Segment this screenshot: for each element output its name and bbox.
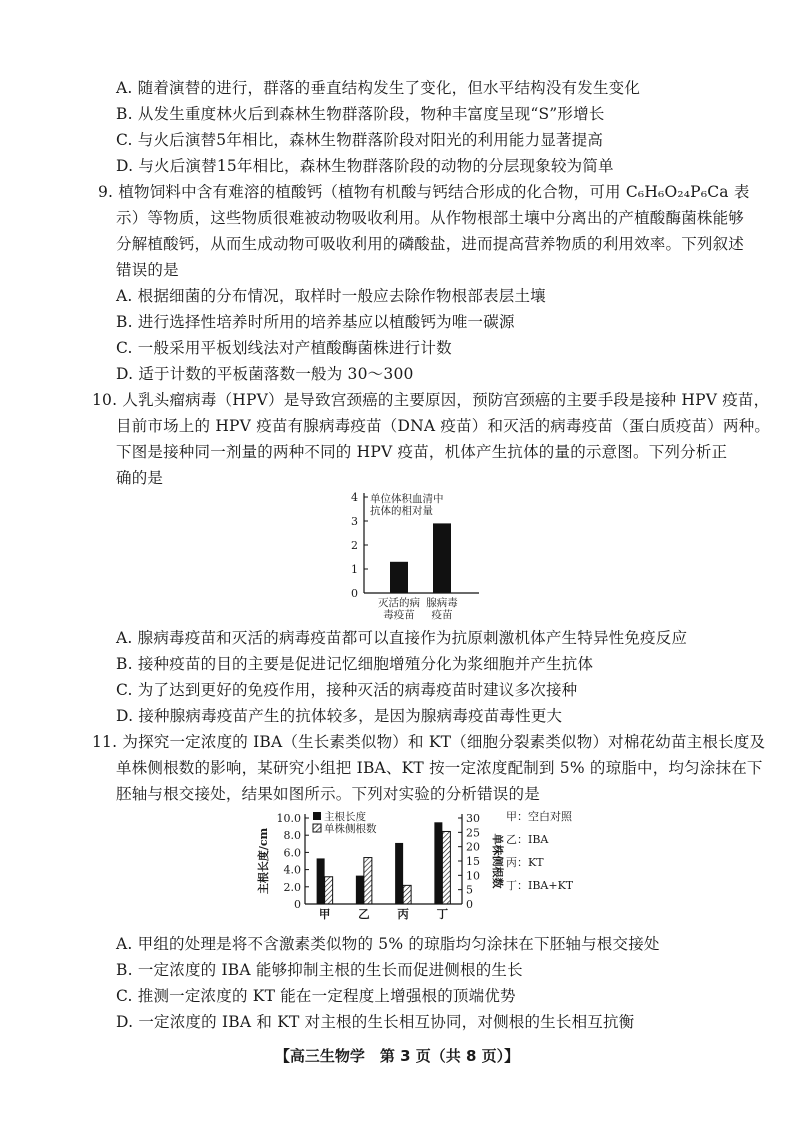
q9-option-d: D. 适于计数的平板菌落数一般为 30～300 [116, 365, 414, 383]
right-y-axis-label: 单株侧根数 [491, 833, 504, 889]
q10-antibody-chart [340, 490, 490, 634]
q11-stem-line: 胚轴与根交接处，结果如图所示。下列对实验的分析错误的是 [116, 785, 540, 803]
left-y-tick-label: 2.0 [283, 880, 301, 894]
bar-lateral-root [364, 858, 372, 904]
y-tick-label: 0 [351, 587, 358, 600]
y-tick-label: 1 [351, 563, 358, 576]
q9-option-a: A. 根据细菌的分布情况，取样时一般应去除作物根部表层土壤 [116, 287, 546, 305]
group-note: 甲：空白对照 [506, 810, 572, 823]
q9-stem-line: 9. 植物饲料中含有难溶的植酸钙（植物有机酸与钙结合形成的化合物，可用 C₆H₆O₂₄P₆Ca 表 [98, 183, 750, 201]
bar-lateral-root [403, 885, 411, 904]
q10-option-d: D. 接种腺病毒疫苗产生的抗体较多，是因为腺病毒疫苗毒性更大 [116, 707, 563, 725]
q8-option-c: C. 与火后演替5年相比，森林生物群落阶段对阳光的利用能力显著提高 [116, 131, 604, 149]
q11-option-d: D. 一定浓度的 IBA 和 KT 对主根的生长相互协同，对侧根的生长相互抗衡 [116, 1013, 635, 1031]
x-tick-label: 丙 [397, 907, 409, 921]
right-y-tick-label: 25 [466, 826, 480, 840]
bar-main-root [317, 858, 325, 904]
q10-stem-line: 目前市场上的 HPV 疫苗有腺病毒疫苗（DNA 疫苗）和灭活的病毒疫苗（蛋白质疫苗）两种。 [116, 417, 771, 435]
legend-label: 单株侧根数 [324, 823, 377, 835]
legend-swatch-main-root [313, 812, 321, 820]
left-y-tick-label: 0 [294, 898, 301, 911]
q9-option-b: B. 进行选择性培养时所用的培养基应以植酸钙为唯一碳源 [116, 313, 515, 331]
right-y-tick-label: 15 [466, 855, 480, 868]
q11-stem-line: 单株侧根数的影响，某研究小组把 IBA、KT 按一定浓度配制到 5% 的琼脂中，均匀涂抹在下 [116, 759, 763, 777]
group-note: 丙：KT [506, 856, 544, 869]
q8-option-b: B. 从发生重度林火后到森林生物群落阶段，物种丰富度呈现“S”形增长 [116, 105, 605, 123]
left-y-tick-label: 8.0 [283, 829, 301, 843]
q10-option-a: A. 腺病毒疫苗和灭活的病毒疫苗都可以直接作为抗原刺激机体产生特异性免疫反应 [116, 629, 688, 647]
q10-option-c: C. 为了达到更好的免疫作用，接种灭活的病毒疫苗时建议多次接种 [116, 681, 578, 699]
x-tick-label: 毒疫苗 [383, 609, 415, 621]
bar-main-root [356, 876, 364, 904]
bar [390, 562, 408, 593]
q10-stem-line: 确的是 [116, 469, 164, 487]
left-y-tick-label: 4.0 [283, 863, 301, 877]
bar-main-root [395, 843, 403, 904]
x-tick-label: 疫苗 [431, 609, 453, 621]
bar-lateral-root [325, 877, 333, 904]
q11-option-b: B. 一定浓度的 IBA 能够抑制主根的生长而促进侧根的生长 [116, 961, 523, 979]
right-y-tick-label: 20 [466, 840, 480, 854]
bar-main-root [434, 822, 442, 904]
legend-label: 主根长度 [324, 811, 366, 823]
q10-stem-line: 10. 人乳头瘤病毒（HPV）是导致宫颈癌的主要原因，预防宫颈癌的主要手段是接种 HPV 疫苗， [92, 391, 770, 409]
q9-stem-line: 示）等物质，这些物质很难被动物吸收利用。从作物根部土壤中分离出的产植酸酶菌株能够 [116, 209, 745, 227]
q9-option-c: C. 一般采用平板划线法对产植酸酶菌株进行计数 [116, 339, 452, 357]
q11-root-chart [255, 808, 585, 934]
group-note: 丁：IBA+KT [506, 879, 574, 892]
q8-option-d: D. 与火后演替15年相比，森林生物群落阶段的动物的分层现象较为简单 [116, 157, 614, 175]
left-y-tick-label: 6.0 [283, 846, 301, 860]
q8-option-a: A. 随着演替的进行，群落的垂直结构发生了变化，但水平结构没有发生变化 [116, 79, 641, 97]
x-tick-label: 灭活的病 [378, 597, 420, 609]
q11-option-c: C. 推测一定浓度的 KT 能在一定程度上增强根的顶端优势 [116, 987, 516, 1005]
legend-swatch-lateral-root [313, 824, 321, 832]
y-axis-label: 抗体的相对量 [370, 505, 433, 517]
right-y-tick-label: 10 [466, 869, 480, 883]
q9-stem-line: 分解植酸钙，从而生成动物可吸收利用的磷酸盐，进而提高营养物质的利用效率。下列叙述 [116, 235, 745, 253]
left-y-axis-label: 主根长度/cm [257, 827, 270, 895]
q10-option-b: B. 接种疫苗的目的主要是促进记忆细胞增殖分化为浆细胞并产生抗体 [116, 655, 594, 673]
y-tick-label: 4 [351, 491, 358, 504]
q10-stem-line: 下图是接种同一剂量的两种不同的 HPV 疫苗，机体产生抗体的量的示意图。下列分析正 [116, 443, 728, 461]
x-tick-label: 丁 [436, 907, 449, 921]
right-y-tick-label: 30 [466, 812, 480, 825]
x-tick-label: 甲 [318, 907, 331, 921]
bar [433, 523, 451, 593]
q10-antibody-chart-svg [340, 490, 490, 630]
y-tick-label: 3 [351, 515, 358, 528]
q11-stem-line: 11. 为探究一定浓度的 IBA（生长素类似物）和 KT（细胞分裂素类似物）对棉花幼苗主根长度及 [92, 733, 766, 751]
right-y-tick-label: 0 [466, 898, 473, 911]
bar-lateral-root [442, 831, 450, 904]
left-y-tick-label: 10.0 [276, 812, 301, 825]
x-tick-label: 乙 [358, 907, 370, 921]
q11-option-a: A. 甲组的处理是将不含激素类似物的 5% 的琼脂均匀涂抹在下胚轴与根交接处 [116, 935, 660, 953]
q11-root-chart-svg [255, 808, 585, 930]
q9-stem-line: 错误的是 [116, 261, 179, 279]
right-y-tick-label: 5 [466, 883, 473, 897]
group-note: 乙：IBA [506, 833, 549, 846]
page-footer: 【高三生物学 第 3 页（共 8 页）】 [274, 1047, 520, 1065]
x-tick-label: 腺病毒 [426, 597, 458, 609]
y-tick-label: 2 [351, 539, 358, 552]
y-axis-label: 单位体积血清中 [370, 493, 444, 505]
